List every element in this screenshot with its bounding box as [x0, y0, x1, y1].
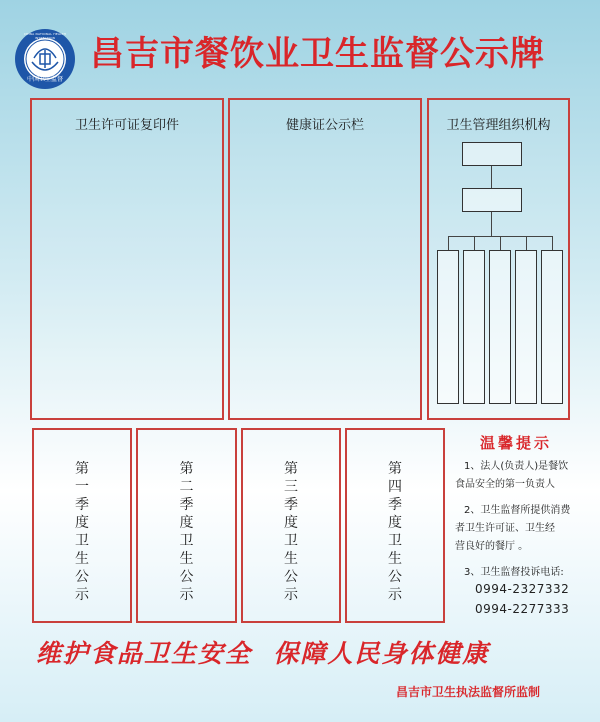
org-box-bottom	[515, 250, 537, 404]
org-connector	[491, 166, 492, 188]
tips-item1-line2: 食品安全的第一负责人	[455, 479, 555, 490]
license-copy-title: 卫生许可证复印件	[74, 118, 179, 133]
tips-phone-1: 0994-2327332	[475, 582, 570, 596]
org-box-bottom	[541, 250, 563, 404]
quarter-4-panel	[345, 428, 445, 623]
logo-ring-text: CHINA NATIONAL HEALTH INSPECTION	[23, 32, 67, 40]
health-certificate-panel	[228, 98, 422, 420]
org-box-top	[462, 142, 522, 166]
page-title: 昌吉市餐饮业卫生监督公示牌	[90, 34, 545, 74]
logo-bottom-text: 中国卫生监督	[26, 76, 63, 83]
tips-item2-line3: 营良好的餐厅 。	[455, 541, 529, 552]
tips-item3-line1: 3、卫生监督投诉电话:	[464, 567, 564, 578]
quarter-1-text: 第 一 季 度 卫 生 公 示	[75, 461, 89, 603]
tips-item2-line1: 2、卫生监督所提供消费	[464, 505, 571, 516]
org-box-bottom	[437, 250, 459, 404]
org-connector	[474, 236, 475, 250]
org-connector	[526, 236, 527, 250]
org-box-bottom	[489, 250, 511, 404]
org-connector	[491, 212, 492, 236]
org-box-middle	[462, 188, 522, 212]
health-certificate-title: 健康证公示栏	[285, 118, 364, 133]
tips-phone-2: 0994-2277333	[475, 602, 570, 616]
tips-title: 温馨提示	[480, 434, 553, 452]
tips-item1-line1: 1、法人(负责人)是餐饮	[464, 461, 569, 472]
license-copy-panel	[30, 98, 224, 420]
quarter-1-panel	[32, 428, 132, 623]
quarter-3-text: 第 三 季 度 卫 生 公 示	[284, 461, 298, 603]
org-connector	[448, 236, 449, 250]
organization-panel	[427, 98, 570, 420]
tips-section	[450, 432, 590, 622]
org-box-bottom	[463, 250, 485, 404]
organization-title: 卫生管理组织机构	[446, 118, 551, 133]
org-connector	[500, 236, 501, 250]
tips-item2-line2: 者卫生许可证、卫生经	[455, 523, 555, 534]
quarter-2-panel	[136, 428, 237, 623]
footer-credit: 昌吉市卫生执法监督所监制	[396, 685, 541, 699]
quarter-2-text: 第 二 季 度 卫 生 公 示	[179, 461, 194, 603]
org-connector	[552, 236, 553, 250]
slogan: 维护食品卫生安全 保障人民身体健康	[36, 639, 490, 668]
quarter-4-text: 第 四 季 度 卫 生 公 示	[388, 461, 402, 603]
quarter-3-panel	[241, 428, 341, 623]
